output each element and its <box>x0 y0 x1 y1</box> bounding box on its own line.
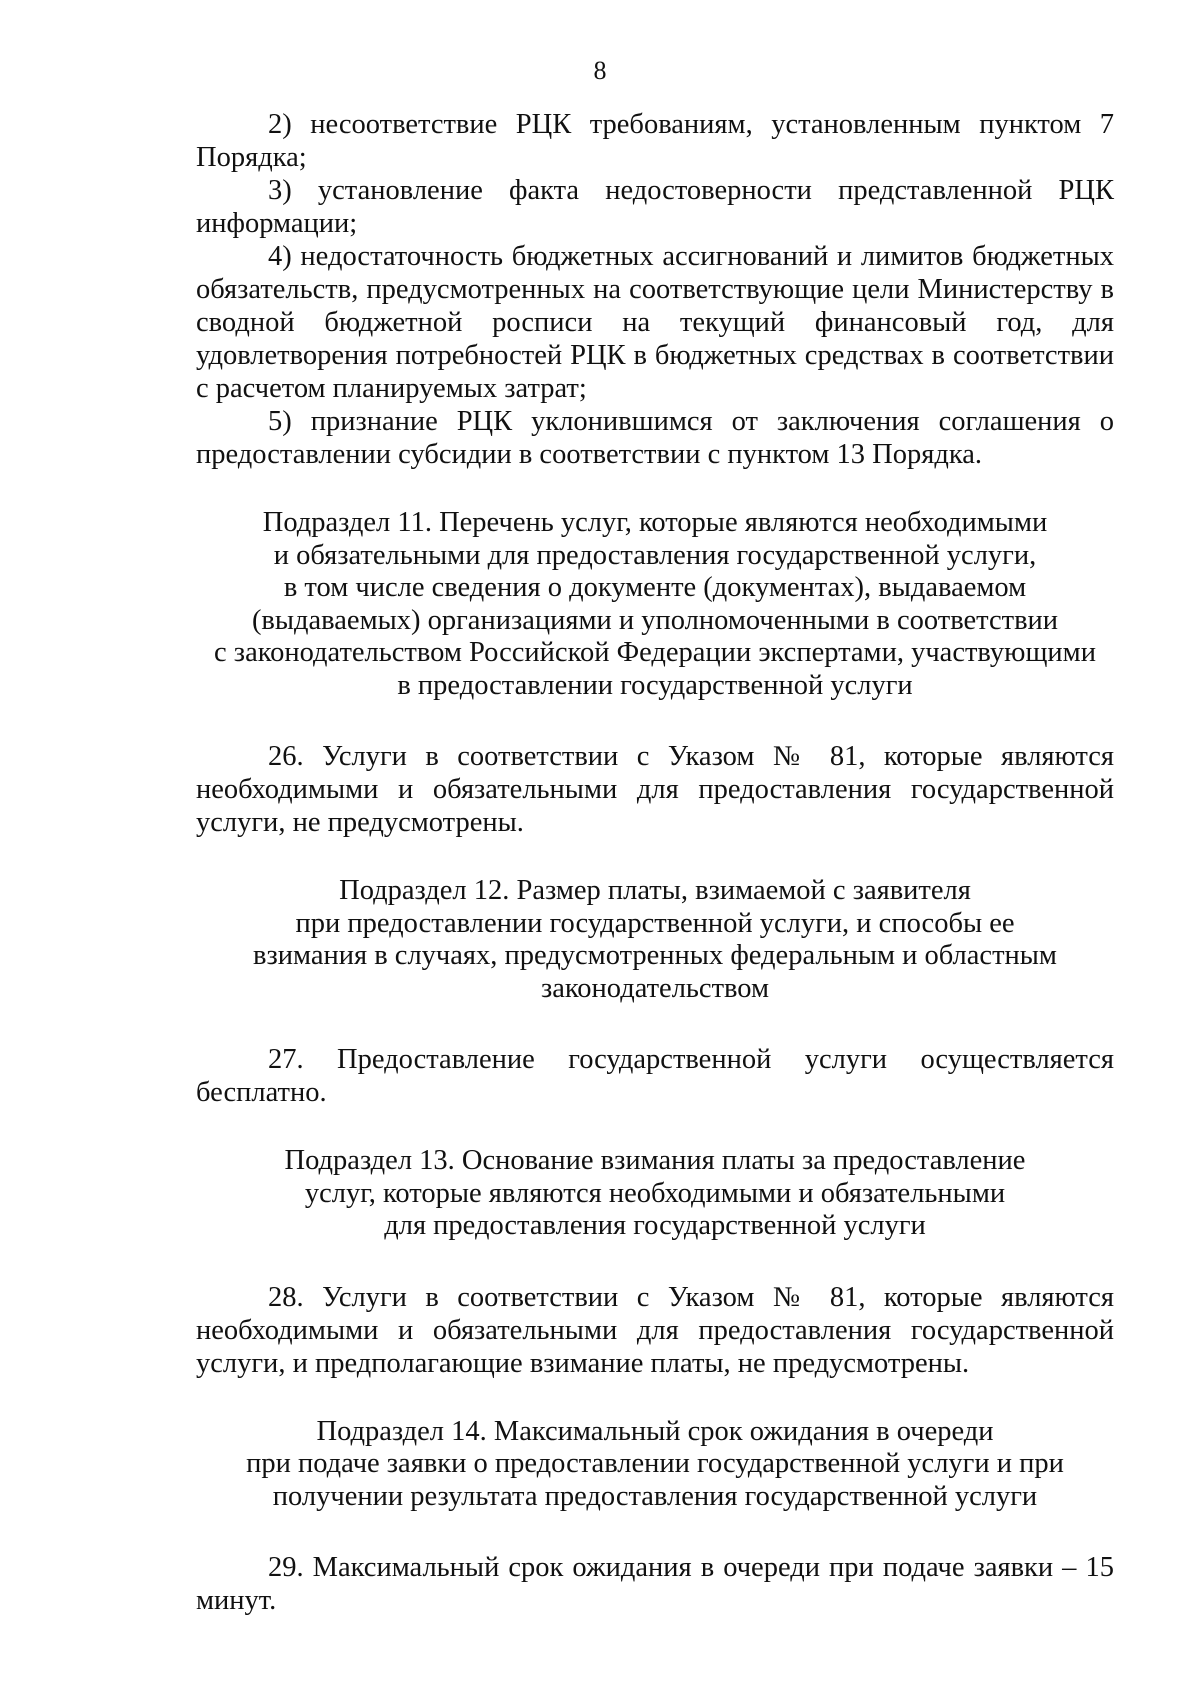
section-heading <box>196 1145 1114 1243</box>
heading-line: Подраздел 14. Максимальный срок ожидания в очереди <box>316 1415 994 1447</box>
heading-line: взимания в случаях, предусмотренных федеральным и областным <box>253 940 1057 971</box>
list-item: 3) установление факта недостоверности представленной РЦК информации; <box>196 175 1114 239</box>
heading-line: при предоставлении государственной услуги, и способы ее <box>295 907 1015 939</box>
list-item: 5) признание РЦК уклонившимся от заключения соглашения о предоставлении субсидии в соответствии с пунктом 13 Порядка. <box>196 406 1114 470</box>
heading-line: Подраздел 12. Размер платы, взимаемой с заявителя <box>339 875 971 906</box>
section-heading <box>196 875 1114 1005</box>
heading-line: с законодательством Российской Федерации экспертами, участвующими <box>214 637 1096 668</box>
section-heading <box>196 507 1114 702</box>
heading-line: получении результата предоставления государственной услуги <box>272 1480 1038 1512</box>
page-number: 8 <box>593 56 607 85</box>
section-paragraph: 26. Услуги в соответствии с Указом № 81, которые являются необходимыми и обязательными для предоставления государственной услуги, не предусмотрены. <box>196 741 1114 838</box>
heading-line: при подаче заявки о предоставлении государственной услуги и при <box>246 1448 1064 1479</box>
heading-line: услуг, которые являются необходимыми и обязательными <box>304 1177 1006 1209</box>
heading-line: Подраздел 13. Основание взимания платы за предоставление <box>284 1145 1026 1176</box>
document-body <box>196 108 1114 1617</box>
section-paragraph: 27. Предоставление государственной услуги осуществляется бесплатно. <box>196 1044 1114 1108</box>
heading-line: Подраздел 11. Перечень услуг, которые являются необходимыми <box>262 507 1048 538</box>
heading-line: в том числе сведения о документе (документах), выдаваемом <box>283 572 1027 603</box>
section-paragraph: 29. Максимальный срок ожидания в очереди при подаче заявки – 15 минут. <box>196 1552 1114 1616</box>
list-item: 2) несоответствие РЦК требованиям, установленным пунктом 7 Порядка; <box>196 109 1114 173</box>
list-item: 4) недостаточность бюджетных ассигнований и лимитов бюджетных обязательств, предусмотренных на соответствующие цели Министерству в сводной бюджетной росписи на текущий финансовый год, для удовлетворения потребностей РЦК в бюджетных средствах в соответствии с расчетом планируемых затрат; <box>196 241 1114 404</box>
heading-line: (выдаваемых) организациями и уполномоченными в соответствии <box>251 604 1059 636</box>
section-paragraph: 28. Услуги в соответствии с Указом № 81, которые являются необходимыми и обязательными для предоставления государственной услуги, и предполагающие взимание платы, не предусмотрены. <box>196 1281 1114 1379</box>
heading-line: в предоставлении государственной услуги <box>397 669 913 701</box>
heading-line: для предоставления государственной услуги <box>384 1210 926 1241</box>
section-heading <box>196 1416 1114 1514</box>
heading-line: и обязательными для предоставления государственной услуги, <box>273 539 1037 571</box>
heading-line: законодательством <box>540 972 770 1004</box>
